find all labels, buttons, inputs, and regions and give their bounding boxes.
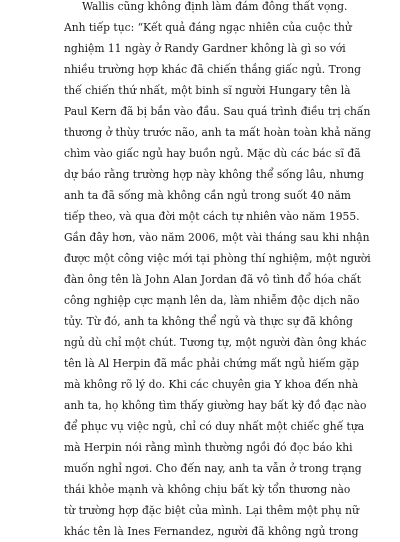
text-line: nhiều trường hợp khác đã chiến thắng giấc ngủ. Trong <box>64 63 361 76</box>
text-line: anh ta đã sống mà không cần ngủ trong suốt 40 năm <box>64 189 351 202</box>
text-line: tiếp theo, và qua đời một cách tự nhiên vào năm 1955. <box>64 210 360 223</box>
text-line: tên là Al Herpin đã mắc phải chứng mất ngủ hiếm gặp <box>64 357 360 370</box>
text-line: Gần đây hơn, vào năm 2006, một vài tháng sau khi nhận <box>64 231 370 244</box>
text-line: Anh tiếp tục: “Kết quả đáng ngạc nhiên của cuộc thử <box>64 21 352 34</box>
text-line: thái khỏe mạnh và không chịu bất kỳ tổn thương nào <box>64 483 351 496</box>
text-line: chìm vào giấc ngủ hay buồn ngủ. Mặc dù các bác sĩ đã <box>64 147 361 160</box>
text-line: từ trường hợp đặc biệt của mình. Lại thêm một phụ nữ <box>64 504 359 517</box>
text-line: Paul Kern đã bị bắn vào đầu. Sau quá trình điều trị chấn <box>64 105 371 118</box>
text-line: mà không rõ lý do. Khi các chuyên gia Y khoa đến nhà <box>64 378 359 391</box>
text-line: anh ta, họ không tìm thấy giường hay bất kỳ đồ đạc nào <box>64 399 367 412</box>
text-line: công nghiệp cực mạnh lên da, làm nhiễm độc dịch não <box>64 294 360 307</box>
text-line: muốn nghỉ ngơi. Cho đến nay, anh ta vẫn ở trong trạng <box>64 462 362 475</box>
text-line: để phục vụ việc ngủ, chỉ có duy nhất một chiếc ghế tựa <box>64 420 365 433</box>
text-line: nghiệm 11 ngày ở Randy Gardner không là gì so với <box>64 42 346 55</box>
text-line: được một công việc mới tại phòng thí nghiệm, một người <box>64 252 371 265</box>
body-text <box>64 0 371 542</box>
text-line: khác tên là Ines Fernandez, người đã không ngủ trong <box>64 525 359 538</box>
text-line: Wallis cũng không định làm đám đông thất vọng. <box>82 0 348 13</box>
text-line: ngủ dù chỉ một chút. Tương tự, một người đàn ông khác <box>64 336 367 349</box>
text-line: thương ở thùy trước não, anh ta mất hoàn toàn khả năng <box>64 126 371 139</box>
text-line: mà Herpin nói rằng mình thường ngồi đó đọc báo khi <box>64 441 353 454</box>
text-line: tủy. Từ đó, anh ta không thể ngủ và thực sự đã không <box>64 315 353 328</box>
text-line: đàn ông tên là John Alan Jordan đã vô tình đổ hóa chất <box>64 273 362 286</box>
text-line: dự báo rằng trường hợp này không thể sống lâu, nhưng <box>64 168 364 181</box>
text-line: thế chiến thứ nhất, một binh sĩ người Hungary tên là <box>64 84 351 97</box>
